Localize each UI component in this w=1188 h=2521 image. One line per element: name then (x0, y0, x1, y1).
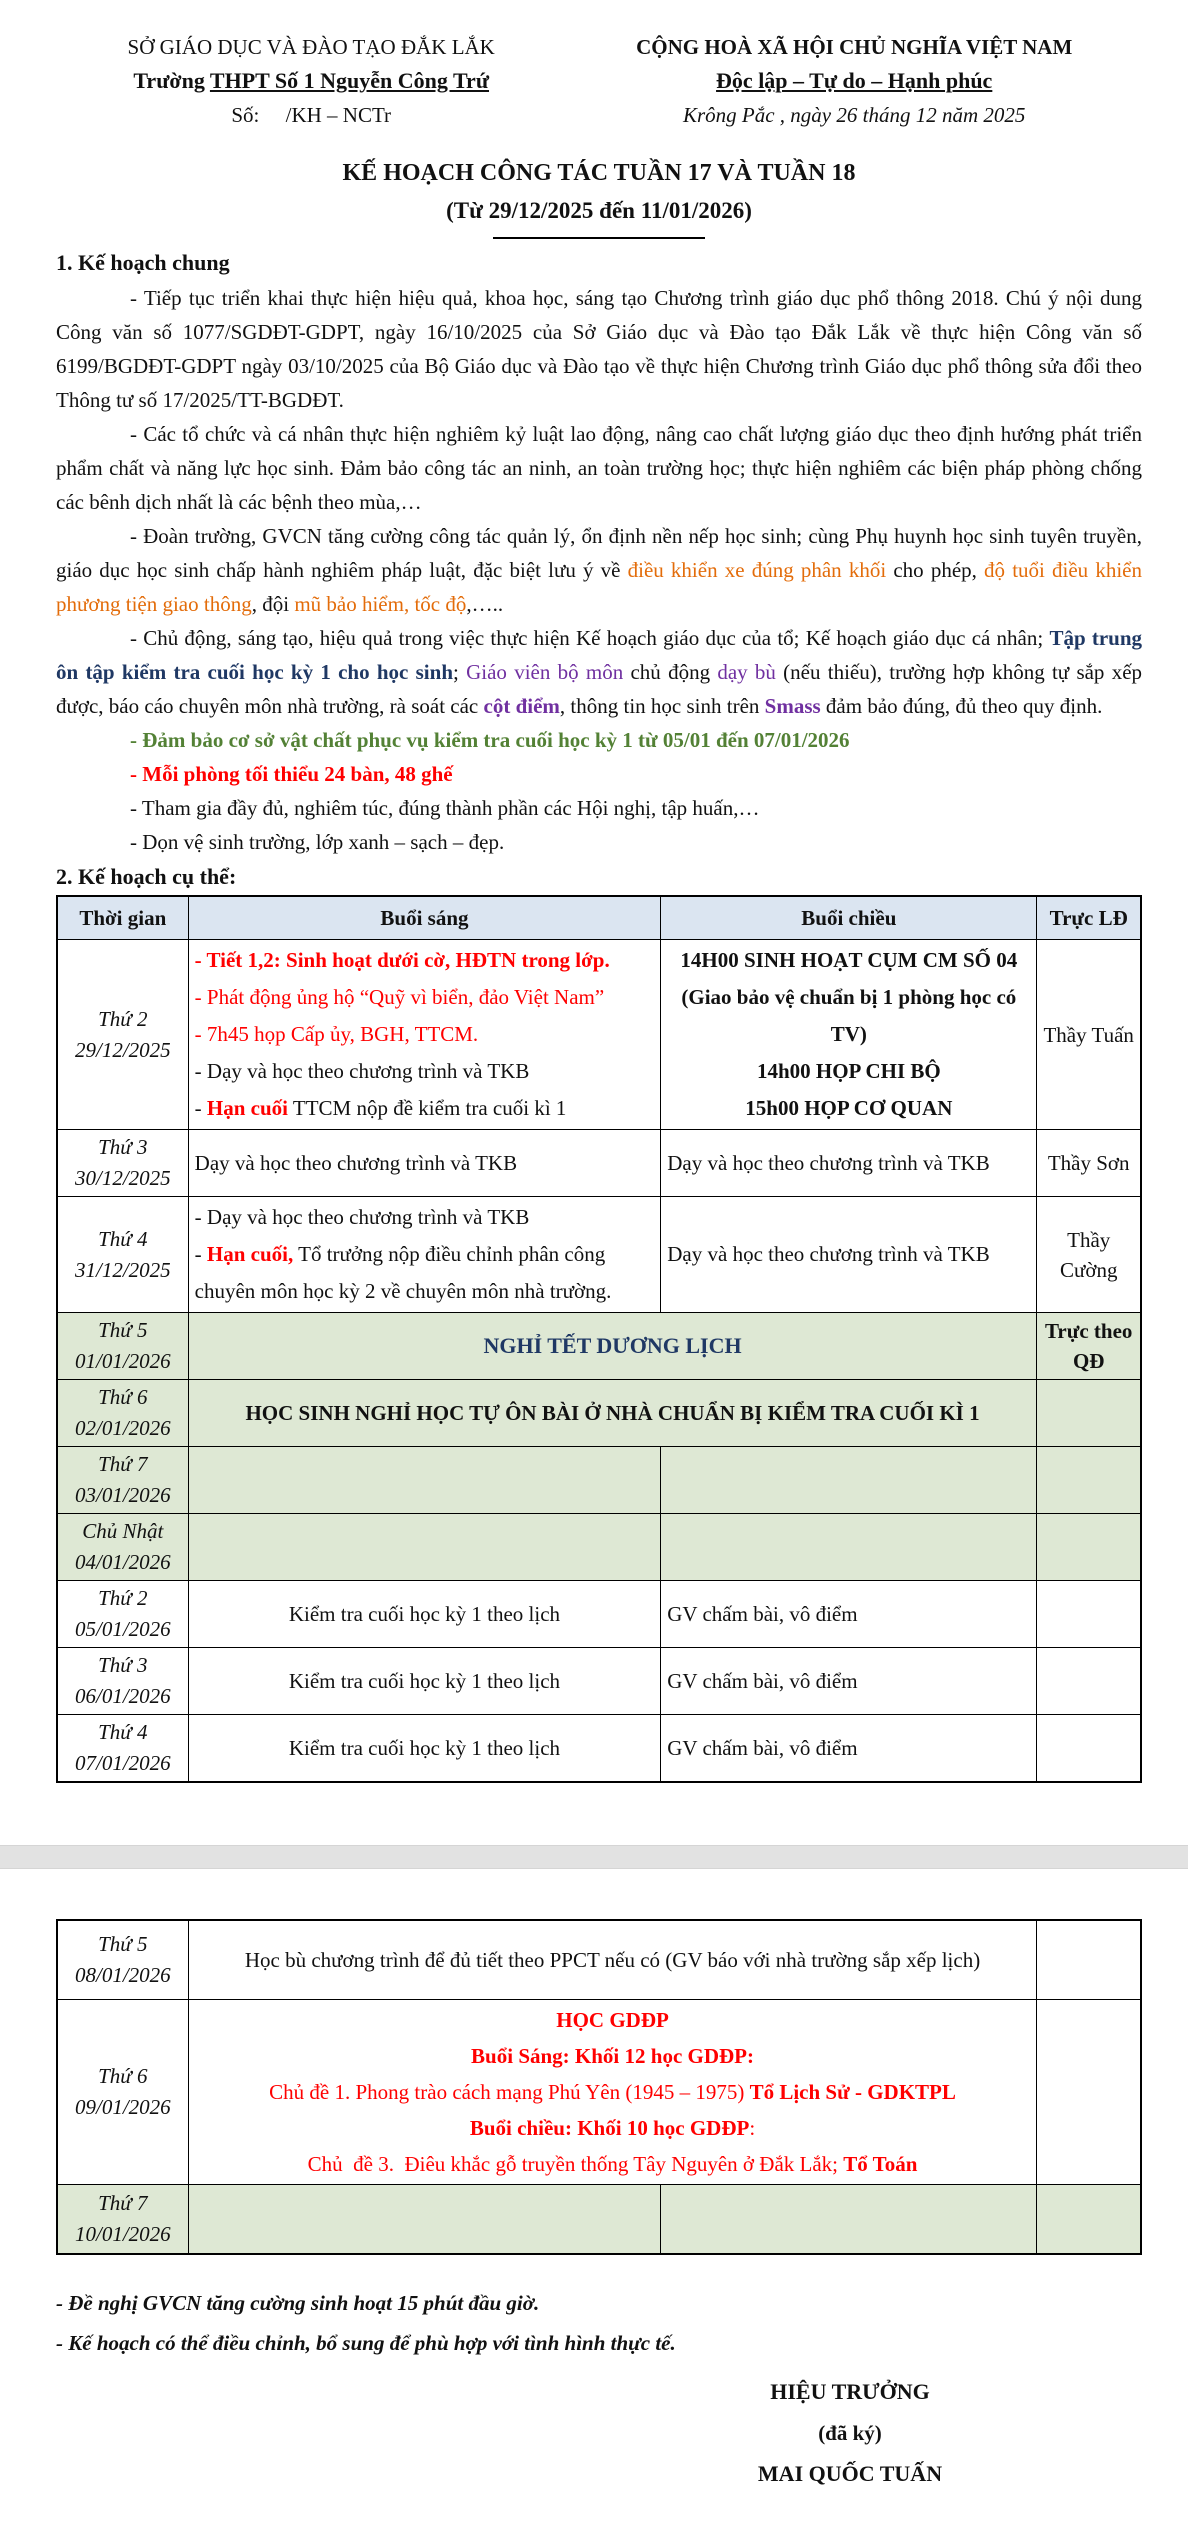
date-label: 30/12/2025 (74, 1166, 171, 1190)
deadline-label: Hạn cuối, (206, 1242, 294, 1266)
national-title: CỘNG HOÀ XÃ HỘI CHỦ NGHĨA VIỆT NAM (636, 35, 1073, 59)
morning-item: - Phát động ủng hộ “Quỹ vì biển, đảo Việt Nam” (194, 985, 605, 1009)
cell-time (57, 1447, 188, 1514)
text-segment: : (749, 2116, 756, 2140)
text-segment: Chủ đề 3. Điêu khắc gỗ truyền thống Tây Nguyên ở Đắk Lắk; (307, 2152, 844, 2176)
cell-morning (188, 2185, 661, 2255)
date-label: 04/01/2026 (74, 1550, 171, 1574)
page-2 (0, 1869, 1188, 2495)
title-divider (493, 237, 705, 239)
cell-duty (1037, 2185, 1141, 2255)
issuing-department: SỞ GIÁO DỤC VÀ ĐÀO TẠO ĐẮK LẮK (127, 35, 495, 59)
table-row-selfstudy (57, 1380, 1141, 1447)
col-header-time: Thời gian (57, 896, 188, 940)
cell-afternoon: Dạy và học theo chương trình và TKB (661, 1197, 1037, 1313)
cell-duty (1037, 1920, 1141, 2000)
page-break-band (0, 1845, 1188, 1869)
cell-duty (1037, 2000, 1141, 2185)
text-segment: - Chủ động, sáng tạo, hiệu quả trong việc thực hiện Kế hoạch giáo dục của tổ; Kế hoạch giáo dục cá nhân; (130, 626, 1050, 650)
day-label: Thứ 6 (98, 1385, 148, 1409)
para-cleaning: - Dọn vệ sinh trường, lớp xanh – sạch – đẹp. (130, 830, 505, 854)
morning-item (195, 1236, 655, 1310)
para-attendance: - Tham gia đầy đủ, nghiêm túc, đúng thành phần các Hội nghị, tập huấn,… (130, 796, 760, 820)
cell-time (57, 1313, 188, 1380)
date-label: 05/01/2026 (74, 1617, 171, 1641)
cell-afternoon: GV chấm bài, vô điểm (661, 1715, 1037, 1783)
cell-duty: Thầy Sơn (1037, 1130, 1141, 1197)
cell-makeup-classes: Học bù chương trình để đủ tiết theo PPCT nếu có (GV báo với nhà trường sắp xếp lịch) (188, 1920, 1037, 2000)
table-row (57, 1920, 1141, 2000)
school-name-underlined: THPT Số 1 Nguyễn Công Trứ (209, 68, 490, 93)
table-row (57, 1130, 1141, 1197)
morning-item: - 7h45 họp Cấp ủy, BGH, TTCM. (194, 1022, 479, 1046)
highlight-orange: độ tuổi điều khiển phương tiện giao thông (56, 558, 1142, 616)
cell-time (57, 1130, 188, 1197)
department-label: Tổ Toán (843, 2152, 918, 2176)
day-label: Chủ Nhật (82, 1519, 164, 1543)
section-2-heading: 2. Kế hoạch cụ thể: (56, 864, 237, 889)
text-segment: , thông tin học sinh trên (559, 694, 765, 718)
header-left-block (56, 30, 566, 132)
cell-morning: Kiểm tra cuối học kỳ 1 theo lịch (188, 1648, 661, 1715)
day-label: Thứ 2 (98, 1586, 148, 1610)
day-label: Thứ 3 (98, 1653, 148, 1677)
para-facilities: - Đảm bảo cơ sở vật chất phục vụ kiểm tra cuối học kỳ 1 từ 05/01 đến 07/01/2026 (130, 728, 850, 752)
section-1-heading: 1. Kế hoạch chung (56, 250, 230, 275)
date-label: 01/01/2026 (74, 1349, 171, 1373)
date-label: 06/01/2026 (74, 1684, 171, 1708)
cell-time (57, 940, 188, 1130)
cell-duty: Trực theo QĐ (1037, 1313, 1141, 1380)
cell-time (57, 1380, 188, 1447)
text-segment: , đội (251, 592, 295, 616)
cell-time (57, 1648, 188, 1715)
date-label: 08/01/2026 (74, 1963, 171, 1987)
cell-time (57, 1920, 188, 2000)
para-exam-prep (56, 621, 1142, 723)
cell-time (57, 1715, 188, 1783)
col-header-morning: Buổi sáng (188, 896, 661, 940)
cell-holiday-notice: NGHỈ TẾT DƯƠNG LỊCH (188, 1313, 1037, 1380)
afternoon-item: 14h00 HỌP CHI BỘ (756, 1059, 941, 1083)
signer-name: MAI QUỐC TUẤN (757, 2461, 943, 2486)
cell-duty (1037, 1581, 1141, 1648)
cell-afternoon (661, 1447, 1037, 1514)
header-right-block (566, 30, 1142, 132)
date-label: 02/01/2026 (74, 1416, 171, 1440)
date-label: 07/01/2026 (74, 1751, 171, 1775)
highlight-purple-bold: cột điểm (483, 694, 560, 718)
closing-notes (56, 2283, 1142, 2363)
highlight-orange: điều khiển xe đúng phân khối (627, 558, 887, 582)
table-row (57, 1514, 1141, 1581)
table-row-gddp (57, 2000, 1141, 2185)
day-label: Thứ 3 (98, 1135, 148, 1159)
document-number: Số: /KH – NCTr (231, 103, 392, 127)
day-label: Thứ 5 (98, 1932, 148, 1956)
cell-morning (188, 1514, 661, 1581)
signature-block (620, 2371, 1080, 2495)
highlight-purple: dạy bù (717, 660, 776, 684)
text-segment: TTCM nộp đề kiểm tra cuối kì 1 (288, 1096, 567, 1120)
text-segment: - Đoàn trường, GVCN tăng cường công tác quản lý, ổn định nền nếp học sinh; cùng Phụ huynh học sinh tuyên truyền, giáo dục học sinh chấp hành nghiêm pháp luật, đặc biệt lưu ý về (56, 524, 1142, 582)
para-curriculum: - Tiếp tục triển khai thực hiện hiệu quả, khoa học, sáng tạo Chương trình giáo dục phổ thông 2018. Chú ý nội dung Công văn số 1077/SGDĐT-GDPT, ngày 16/10/2025 của Sở Giáo dục và Đào tạo Đắk Lắk về thực hiện Công văn số 6199/BGDĐT-GDPT ngày 03/10/2025 của Bộ Giáo dục và Đào tạo về thực hiện Chương trình Giáo dục phổ thông sửa đổi theo Thông tư số 17/2025/TT-BGDĐT. (56, 286, 1142, 412)
cell-duty (1037, 1514, 1141, 1581)
cell-morning: Kiểm tra cuối học kỳ 1 theo lịch (188, 1581, 661, 1648)
gddp-afternoon-heading (195, 2110, 1031, 2146)
morning-item: - Dạy và học theo chương trình và TKB (194, 1059, 530, 1083)
afternoon-item: 14H00 SINH HOẠT CỤM CM SỐ 04 (Giao bảo vệ chuẩn bị 1 phòng học có TV) (680, 948, 1018, 1046)
school-name-prefix: Trường (133, 68, 210, 93)
date-label: 29/12/2025 (74, 1037, 171, 1062)
day-label: Thứ 7 (98, 2191, 148, 2215)
text-segment: (nếu thiếu), trường hợp không tự sắp xếp được, báo cáo chuyên môn nhà trường, rà soát các (56, 660, 1143, 718)
para-discipline: - Các tổ chức và cá nhân thực hiện nghiêm kỷ luật lao động, nâng cao chất lượng giáo dục theo định hướng phát triển phẩm chất và năng lực học sinh. Đảm bảo công tác an ninh, an toàn trường học; thực hiện nghiêm các biện pháp phòng chống các bênh dịch nhất là các bệnh theo mùa,… (56, 422, 1142, 514)
col-header-afternoon: Buổi chiều (661, 896, 1037, 940)
cell-time (57, 1581, 188, 1648)
highlight-purple: Giáo viên bộ môn (466, 660, 624, 684)
signer-title: HIỆU TRƯỞNG (770, 2379, 930, 2404)
table-row-holiday (57, 1313, 1141, 1380)
cell-morning (188, 1447, 661, 1514)
cell-afternoon: GV chấm bài, vô điểm (661, 1648, 1037, 1715)
cell-time (57, 2185, 188, 2255)
cell-afternoon (661, 2185, 1037, 2255)
department-label: Tổ Lịch Sử - GDKTPL (749, 2080, 956, 2104)
cell-time (57, 2000, 188, 2185)
note-adjustment: - Kế hoạch có thể điều chỉnh, bổ sung để phù hợp với tình hình thực tế. (56, 2331, 676, 2355)
gddp-title: HỌC GDĐP (556, 2008, 669, 2032)
cell-time (57, 1197, 188, 1313)
text-segment: cho phép, (886, 558, 985, 582)
date-label: 10/01/2026 (74, 2222, 171, 2246)
day-label: Thứ 4 (98, 1226, 148, 1251)
note-gvcn: - Đề nghị GVCN tăng cường sinh hoạt 15 phút đầu giờ. (56, 2291, 540, 2315)
day-label: Thứ 7 (98, 1452, 148, 1476)
table-row (57, 1197, 1141, 1313)
table-row (57, 1581, 1141, 1648)
cell-morning: Kiểm tra cuối học kỳ 1 theo lịch (188, 1715, 661, 1783)
para-traffic-safety (56, 519, 1142, 621)
cell-duty (1037, 1380, 1141, 1447)
gddp-topic-3 (195, 2146, 1031, 2182)
col-header-duty: Trực LĐ (1037, 896, 1141, 940)
table-header-row (57, 896, 1141, 940)
document-header (56, 0, 1142, 132)
date-label: 03/01/2026 (74, 1483, 171, 1507)
week-plan-table-1 (56, 895, 1142, 1783)
text-segment: ; (453, 660, 467, 684)
cell-afternoon (661, 1514, 1037, 1581)
day-label: Thứ 4 (98, 1720, 148, 1744)
document-subtitle: (Từ 29/12/2025 đến 11/01/2026) (446, 198, 752, 223)
cell-time (57, 1514, 188, 1581)
week-plan-table-2 (56, 1919, 1142, 2255)
cell-duty: Thầy Tuấn (1037, 940, 1141, 1130)
cell-duty: Thầy Cường (1037, 1197, 1141, 1313)
date-label: 09/01/2026 (74, 2095, 171, 2119)
table-row (57, 1715, 1141, 1783)
cell-duty (1037, 1715, 1141, 1783)
cell-morning (188, 940, 661, 1130)
gddp-morning-heading: Buổi Sáng: Khối 12 học GDĐP: (471, 2044, 755, 2068)
table-row (57, 2185, 1141, 2255)
day-label: Thứ 5 (98, 1318, 148, 1342)
text-segment: - (194, 1096, 207, 1120)
table-row (57, 1648, 1141, 1715)
morning-item: - Dạy và học theo chương trình và TKB (194, 1205, 530, 1229)
text-segment: ,….. (466, 592, 504, 616)
date-label: 31/12/2025 (74, 1257, 171, 1282)
cell-afternoon (661, 940, 1037, 1130)
table-row (57, 1447, 1141, 1514)
highlight-orange: mũ bảo hiểm, tốc độ (294, 592, 467, 616)
national-motto: Độc lập – Tự do – Hạnh phúc (716, 68, 993, 93)
afternoon-item: 15h00 HỌP CƠ QUAN (745, 1096, 953, 1120)
day-label: Thứ 6 (98, 2064, 148, 2088)
day-label: Thứ 2 (98, 1006, 148, 1031)
morning-item (195, 1090, 655, 1127)
cell-gddp-schedule (188, 2000, 1037, 2185)
text-segment: Chủ đề 1. Phong trào cách mạng Phú Yên (1945 – 1975) (269, 2080, 750, 2104)
para-room-minimum: - Mỗi phòng tối thiểu 24 bàn, 48 ghế (130, 762, 453, 786)
cell-afternoon: GV chấm bài, vô điểm (661, 1581, 1037, 1648)
deadline-label: Hạn cuối (206, 1096, 289, 1120)
text-segment: Tổ trưởng nộp điều chỉnh phân công chuyên môn học kỳ 2 về chuyên môn nhà trường. (194, 1242, 612, 1303)
gddp-topic-1 (195, 2074, 1031, 2110)
place-date-line: Krông Pắc , ngày 26 tháng 12 năm 2025 (682, 103, 1026, 127)
morning-item: - Tiết 1,2: Sinh hoạt dưới cờ, HĐTN trong lớp. (194, 948, 610, 972)
school-name (56, 64, 566, 98)
cell-duty (1037, 1447, 1141, 1514)
cell-morning: Dạy và học theo chương trình và TKB (188, 1130, 661, 1197)
signed-indicator: (đã ký) (818, 2421, 882, 2445)
highlight-purple-bold: Smass (764, 694, 821, 718)
text-segment: - (194, 1242, 207, 1266)
text-segment: chủ động (623, 660, 718, 684)
cell-selfstudy-notice: HỌC SINH NGHỈ HỌC TỰ ÔN BÀI Ở NHÀ CHUẨN BỊ KIỂM TRA CUỐI KÌ 1 (188, 1380, 1037, 1447)
cell-afternoon: Dạy và học theo chương trình và TKB (661, 1130, 1037, 1197)
table-row (57, 940, 1141, 1130)
cell-morning (188, 1197, 661, 1313)
text-segment: đảm bảo đúng, đủ theo quy định. (820, 694, 1103, 718)
highlight-navy: Tập trung ôn tập kiểm tra cuối học kỳ 1 cho học sinh (56, 626, 1143, 684)
text-segment: Buổi chiều: Khối 10 học GDĐP (469, 2116, 750, 2140)
document-title: KẾ HOẠCH CÔNG TÁC TUẦN 17 VÀ TUẦN 18 (342, 160, 856, 186)
cell-duty (1037, 1648, 1141, 1715)
